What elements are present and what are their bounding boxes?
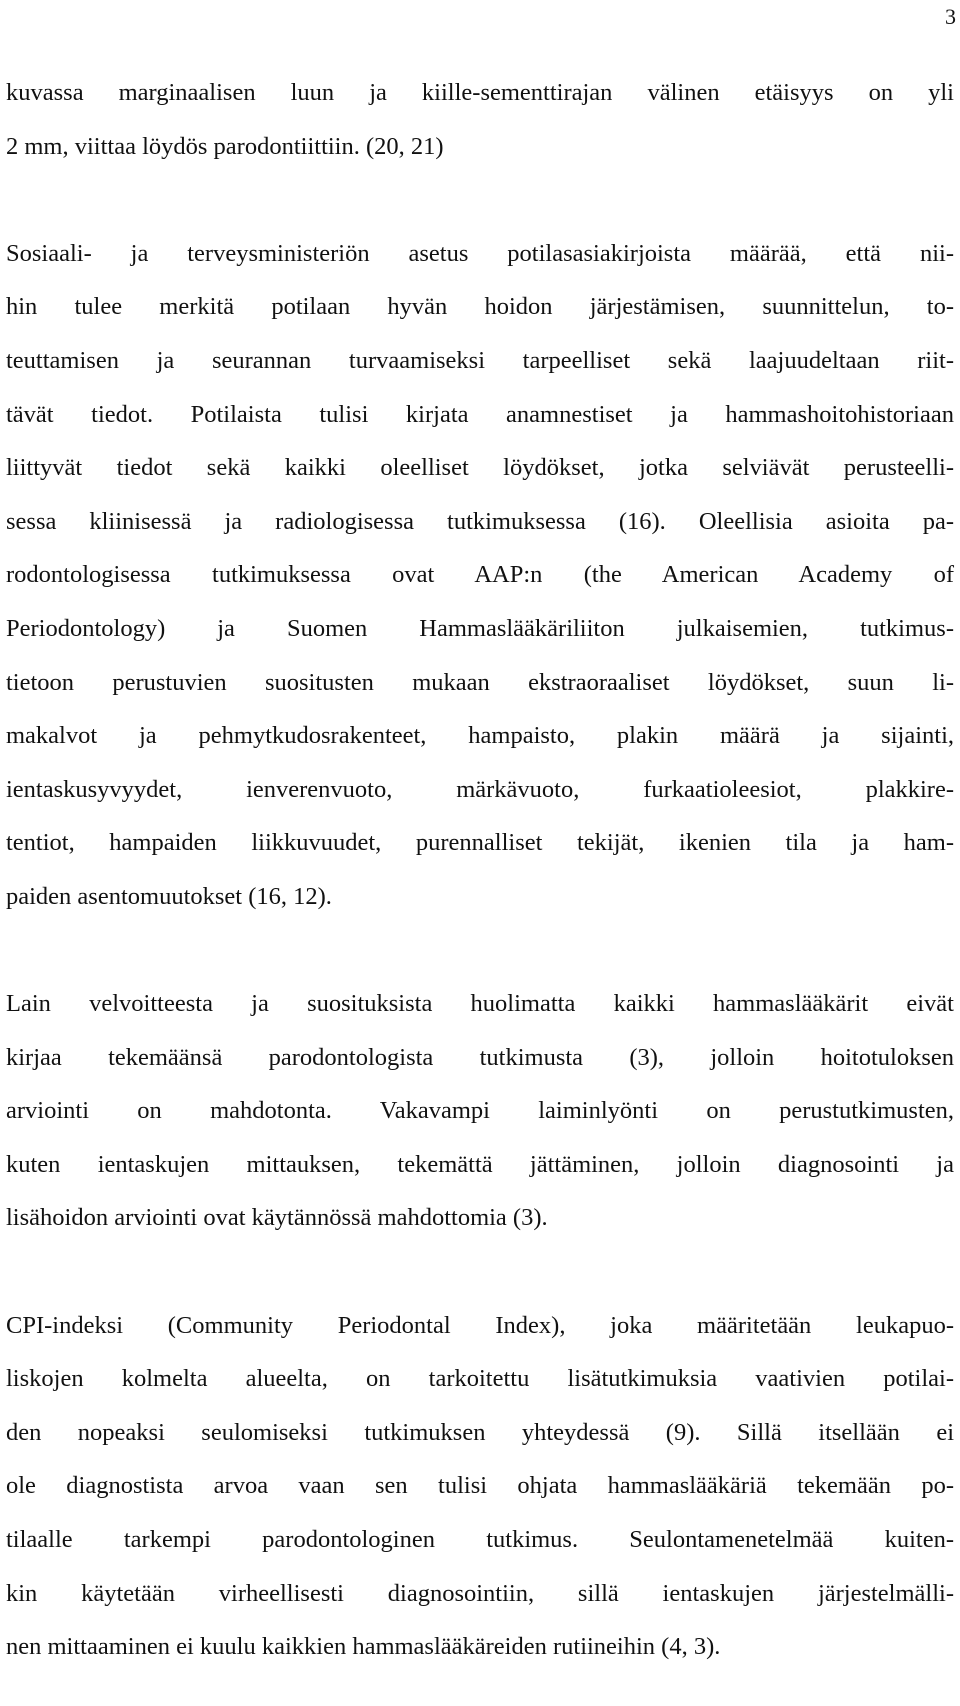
text-line: nen mittaaminen ei kuulu kaikkien hammaslääkäreiden rutiineihin (4, 3). [6, 1633, 721, 1661]
text-line: den nopeaksi seulomiseksi tutkimuksen yhteydessä (9). Sillä itsellään ei [6, 1418, 954, 1446]
text-line: teuttamisen ja seurannan turvaamiseksi tarpeelliset sekä laajuudeltaan riit- [6, 346, 954, 374]
text-line: kirjaa tekemäänsä parodontologista tutkimusta (3), jolloin hoitotuloksen [6, 1043, 954, 1071]
body-text [6, 66, 954, 1674]
text-line: rodontologisessa tutkimuksessa ovat AAP:n (the American Academy of [6, 561, 954, 589]
text-line: CPI-indeksi (Community Periodontal Index), joka määritetään leukapuo- [6, 1311, 954, 1339]
text-line: kin käytetään virheellisesti diagnosointiin, sillä ientaskujen järjestelmälli- [6, 1579, 954, 1607]
text-line: kuvassa marginaalisen luun ja kiille-sementtirajan välinen etäisyys on yli [6, 79, 954, 106]
text-line: ientaskusyvyydet, ienverenvuoto, märkävuoto, furkaatioleesiot, plakkire- [6, 775, 954, 803]
text-line: tietoon perustuvien suositusten mukaan ekstraoraaliset löydökset, suun li- [6, 668, 954, 696]
text-line: kuten ientaskujen mittauksen, tekemättä jättäminen, jolloin diagnosointi ja [6, 1150, 954, 1178]
text-line: ole diagnostista arvoa vaan sen tulisi ohjata hammaslääkäriä tekemään po- [6, 1472, 954, 1500]
text-line: hin tulee merkitä potilaan hyvän hoidon järjestämisen, suunnittelun, to- [6, 293, 954, 321]
text-line: Sosiaali- ja terveysministeriön asetus potilasasiakirjoista määrää, että nii- [6, 239, 954, 267]
page-number: 3 [945, 4, 956, 29]
text-line: arviointi on mahdotonta. Vakavampi laiminlyönti on perustutkimusten, [6, 1097, 954, 1125]
text-line: tentiot, hampaiden liikkuvuudet, purennalliset tekijät, ikenien tila ja ham- [6, 829, 954, 857]
text-line: Lain velvoitteesta ja suosituksista huolimatta kaikki hammaslääkärit eivät [6, 990, 954, 1018]
paragraph-gap [6, 173, 954, 227]
paragraph-cpi-index [6, 1299, 954, 1674]
paragraph-gap [6, 924, 954, 978]
paragraph-gap [6, 1245, 954, 1299]
text-line: sessa kliinisessä ja radiologisessa tutkimuksessa (16). Oleellisia asioita pa- [6, 507, 954, 535]
paragraph-decree [6, 227, 954, 924]
text-line: paiden asentomuutokset (16, 12). [6, 882, 332, 910]
paragraph-bone-loss [6, 66, 954, 173]
text-line: liittyvät tiedot sekä kaikki oleelliset löydökset, jotka selviävät perusteelli- [6, 454, 954, 482]
text-line: tilaalle tarkempi parodontologinen tutkimus. Seulontamenetelmää kuiten- [6, 1526, 954, 1554]
text-line: makalvot ja pehmytkudosrakenteet, hampaisto, plakin määrä ja sijainti, [6, 722, 954, 750]
text-line: lisähoidon arviointi ovat käytännössä mahdottomia (3). [6, 1204, 548, 1232]
paragraph-neglect [6, 977, 954, 1245]
text-line: 2 mm, viittaa löydös parodontiittiin. (20, 21) [6, 132, 444, 160]
text-line: tävät tiedot. Potilaista tulisi kirjata anamnestiset ja hammashoitohistoriaan [6, 400, 954, 428]
text-line: liskojen kolmelta alueelta, on tarkoitettu lisätutkimuksia vaativien potilai- [6, 1365, 954, 1393]
text-line: Periodontology) ja Suomen Hammaslääkäriliiton julkaisemien, tutkimus- [6, 614, 954, 642]
